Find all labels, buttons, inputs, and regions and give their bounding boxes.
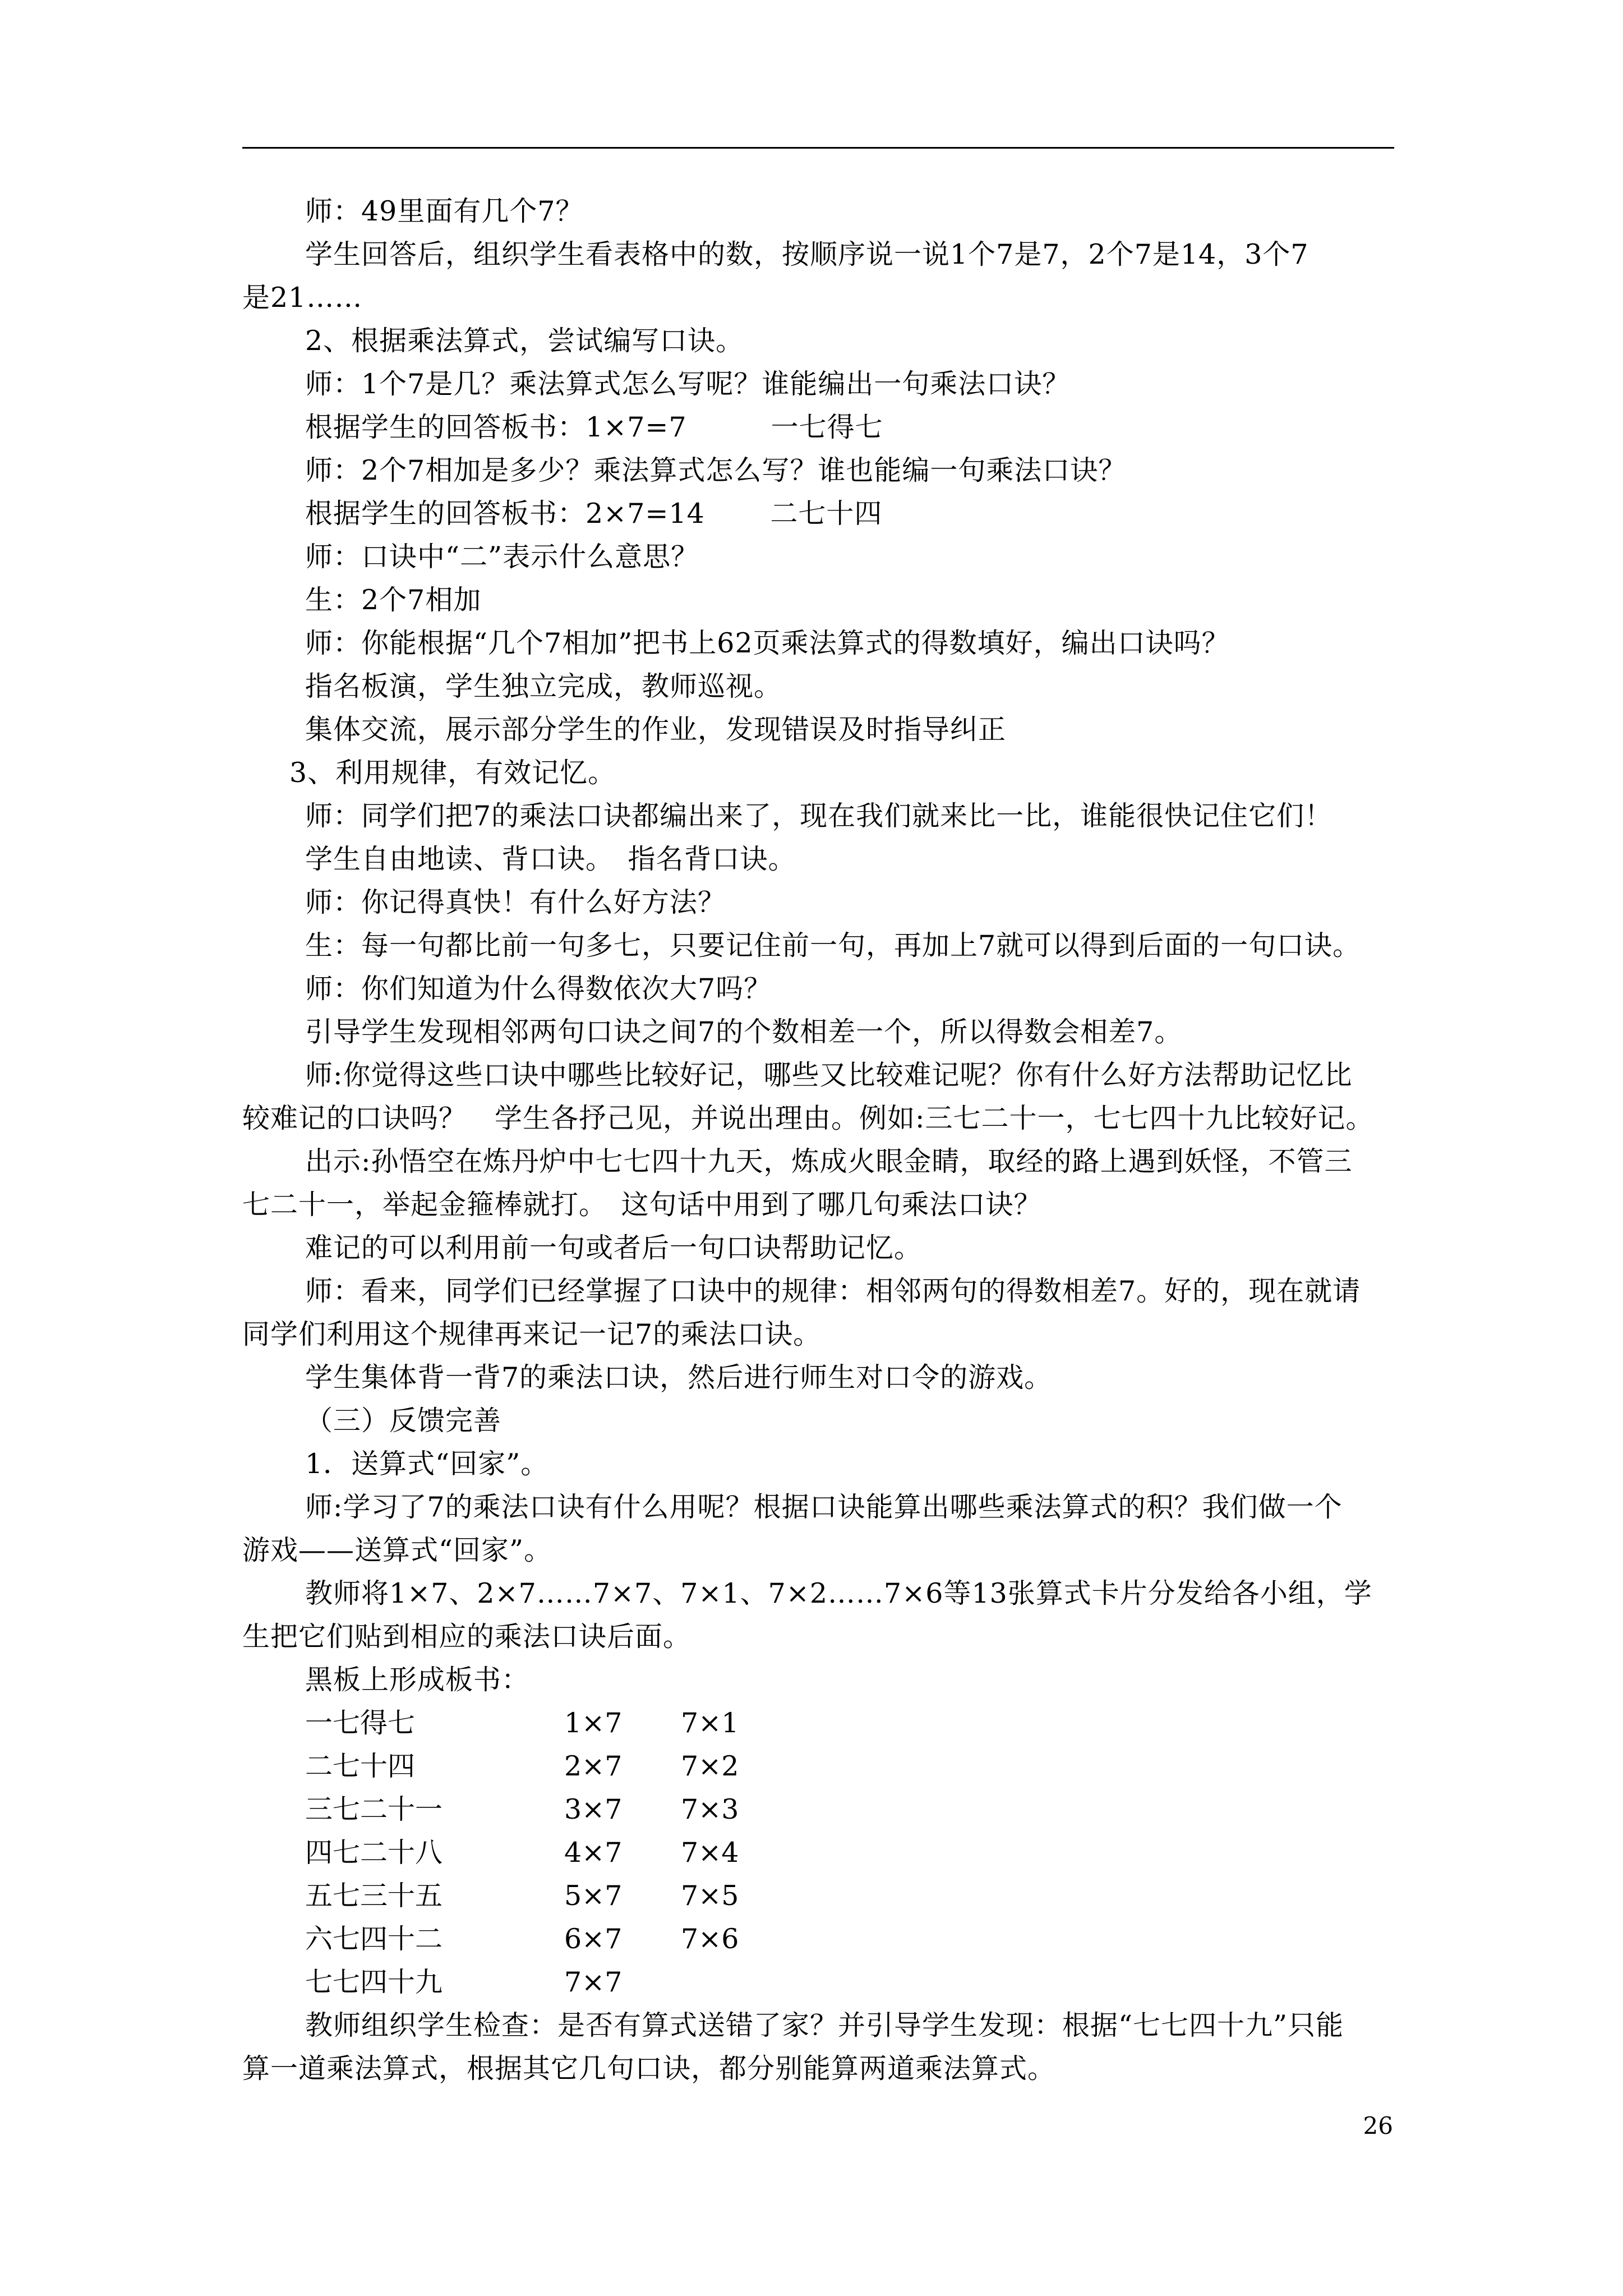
equation-cell: 7×3 (681, 1793, 739, 1825)
text-line: 师：2个7相加是多少？乘法算式怎么写？谁也能编一句乘法口诀？ (305, 454, 1127, 486)
text-line: 根据学生的回答板书：2×7=14 二七十四 (305, 498, 883, 530)
equation-cell: 4×7 (564, 1837, 623, 1869)
text-line: 师:学习了7的乘法口诀有什么用呢？根据口诀能算出哪些乘法算式的积？我们做一个 (305, 1491, 1343, 1523)
text-line: 师：你记得真快！有什么好方法？ (305, 886, 726, 918)
text-line: 黑板上形成板书： (305, 1664, 530, 1696)
equation-cell: 5×7 (564, 1880, 623, 1912)
equation-cell: 7×1 (681, 1707, 739, 1739)
text-line: 集体交流，展示部分学生的作业，发现错误及时指导纠正 (305, 714, 1007, 746)
text-line: 学生集体背一背7的乘法口诀，然后进行师生对口令的游戏。 (305, 1361, 1053, 1393)
equation-cell: 7×6 (681, 1923, 739, 1955)
text-line: 根据学生的回答板书：1×7=7 一七得七 (305, 411, 883, 443)
text-line: 引导学生发现相邻两句口诀之间7的个数相差一个，所以得数会相差7。 (305, 1016, 1183, 1048)
text-line: 师：49里面有几个7？ (305, 195, 584, 227)
board-table-row (242, 1831, 1394, 1874)
text-line: 1．送算式“回家”。 (305, 1448, 549, 1480)
rhyme-cell: 六七四十二 (305, 1923, 443, 1955)
text-line: 2、根据乘法算式，尝试编写口诀。 (305, 325, 744, 357)
equation-cell: 7×4 (681, 1837, 739, 1869)
equation-cell: 7×2 (681, 1750, 739, 1782)
equation-cell: 3×7 (564, 1793, 623, 1825)
text-line: 师：你们知道为什么得数依次大7吗？ (305, 973, 772, 1005)
text-line: 师：看来，同学们已经掌握了口诀中的规律：相邻两句的得数相差7。好的，现在就请 (305, 1275, 1361, 1307)
header-rule (242, 147, 1394, 149)
paragraph-lines (242, 190, 1394, 1701)
text-line: （三）反馈完善 (305, 1405, 502, 1437)
rhyme-cell: 二七十四 (305, 1750, 416, 1782)
text-line: 学生自由地读、背口诀。 指名背口诀。 (305, 843, 796, 875)
text-line: 生把它们贴到相应的乘法口诀后面。 (242, 1621, 691, 1653)
board-table (242, 1701, 1394, 2004)
document-body (242, 190, 1394, 2090)
equation-cell: 6×7 (564, 1923, 623, 1955)
page-number: 26 (1363, 2112, 1393, 2139)
board-table-row (242, 1745, 1394, 1788)
rhyme-cell: 七七四十九 (305, 1966, 443, 1998)
text-line: 教师将1×7、2×7……7×7、7×1、7×2……7×6等13张算式卡片分发给各小组，学 (305, 1577, 1372, 1609)
equation-cell: 7×7 (564, 1966, 623, 1998)
text-line: 教师组织学生检查：是否有算式送错了家？并引导学生发现：根据“七七四十九”只能 (305, 2009, 1344, 2041)
text-line: 学生回答后，组织学生看表格中的数，按顺序说一说1个7是7，2个7是14，3个7 (305, 238, 1309, 270)
text-line: 游戏——送算式“回家”。 (242, 1534, 552, 1566)
board-table-row (242, 1788, 1394, 1831)
rhyme-cell: 四七二十八 (305, 1837, 443, 1869)
board-table-row (242, 1917, 1394, 1961)
text-line: 师：你能根据“几个7相加”把书上62页乘法算式的得数填好，编出口诀吗？ (305, 627, 1230, 659)
text-line: 出示:孙悟空在炼丹炉中七七四十九天，炼成火眼金睛，取经的路上遇到妖怪，不管三 (305, 1145, 1353, 1177)
board-table-row (242, 1961, 1394, 2004)
rhyme-cell: 一七得七 (305, 1707, 416, 1739)
text-line: 师：口诀中“二”表示什么意思？ (305, 541, 699, 573)
text-line: 是21…… (242, 282, 363, 314)
text-line: 算一道乘法算式，根据其它几句口诀，都分别能算两道乘法算式。 (242, 2053, 1056, 2085)
text-line: 3、利用规律，有效记忆。 (289, 757, 616, 789)
text-line: 难记的可以利用前一句或者后一句口诀帮助记忆。 (305, 1232, 923, 1264)
equation-cell: 2×7 (564, 1750, 623, 1782)
board-table-row (242, 1701, 1394, 1745)
text-line: 师：1个7是几？乘法算式怎么写呢？谁能编出一句乘法口诀？ (305, 368, 1071, 400)
text-line: 同学们利用这个规律再来记一记7的乘法口诀。 (242, 1318, 822, 1350)
text-line: 生：每一句都比前一句多七，只要记住前一句，再加上7就可以得到后面的一句口诀。 (305, 930, 1361, 961)
text-line: 较难记的口诀吗？ 学生各抒己见，并说出理由。例如:三七二十一，七七四十九比较好记。 (242, 1102, 1374, 1134)
equation-cell: 7×5 (681, 1880, 739, 1912)
rhyme-cell: 三七二十一 (305, 1793, 443, 1825)
closing-lines (242, 2004, 1394, 2090)
text-line: 生：2个7相加 (305, 584, 482, 616)
text-line: 师：同学们把7的乘法口诀都编出来了，现在我们就来比一比，谁能很快记住它们！ (305, 800, 1333, 832)
board-table-row (242, 1874, 1394, 1917)
text-line: 七二十一，举起金箍棒就打。 这句话中用到了哪几句乘法口诀？ (242, 1189, 1042, 1221)
text-line: 指名板演，学生独立完成，教师巡视。 (305, 670, 782, 702)
equation-cell: 1×7 (564, 1707, 623, 1739)
text-line: 师:你觉得这些口诀中哪些比较好记，哪些又比较难记呢？你有什么好方法帮助记忆比 (305, 1059, 1353, 1091)
rhyme-cell: 五七三十五 (305, 1880, 443, 1912)
